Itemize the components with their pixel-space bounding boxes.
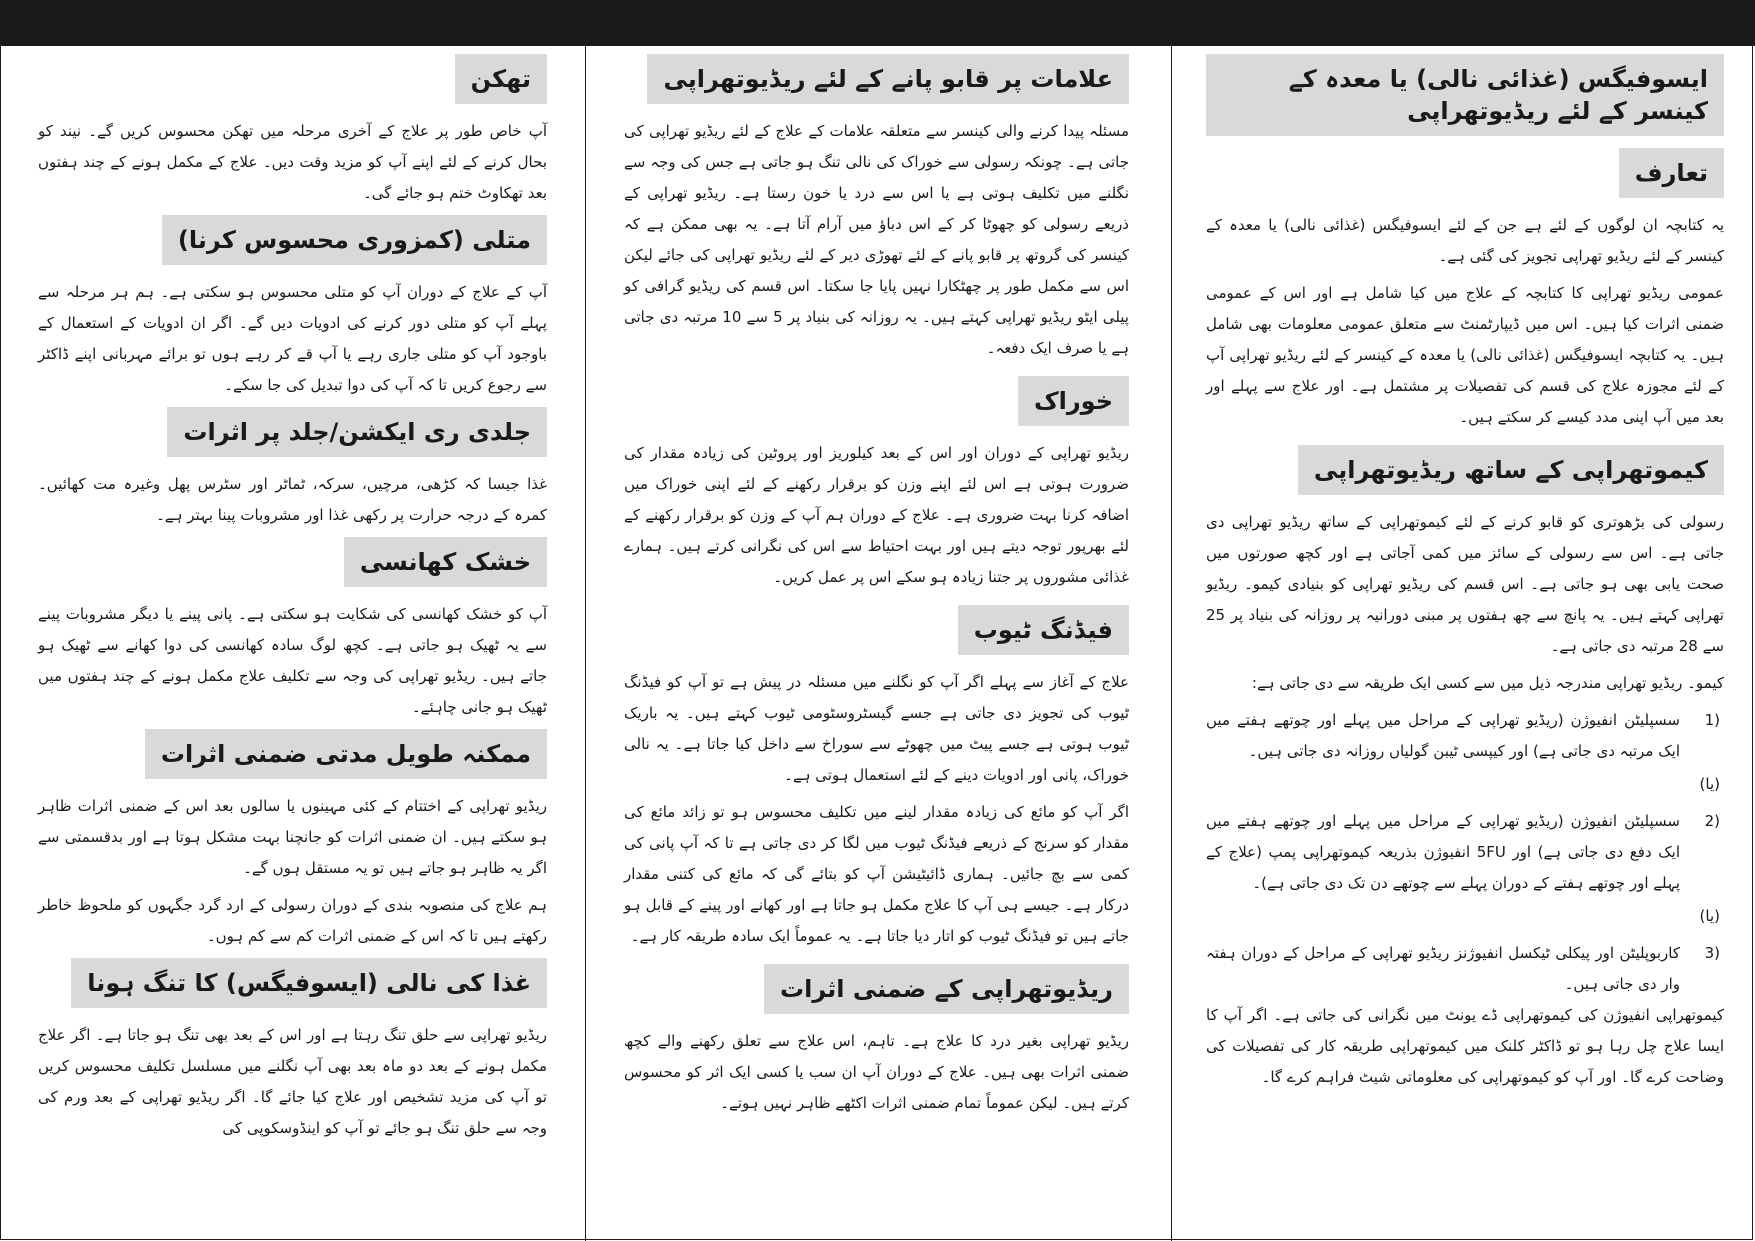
feeding-tube-paragraph-1: علاج کے آغاز سے پہلے اگر آپ کو نگلنے میں مسئلہ در پیش ہے تو آپ کو فیڈنگ ٹیوب کی تجویز دی جاتی ہے جسے گیسٹروسٹومی ٹیوب کہتے ہیں۔ یہ باریک ٹیوب ہوتی ہے جسے پیٹ میں چھوٹے سے سوراخ سے داخل کیا جاتا ہے۔ یہ نالی خوراک، پانی اور ادویات دینے کے لئے استعمال ہوتی ہے۔ xyxy=(624,673,1129,784)
side-effects-heading: ریڈیوتھراپی کے ضمنی اثرات xyxy=(764,964,1129,1014)
list-number: 3) xyxy=(1704,944,1720,962)
left-column xyxy=(0,46,585,1236)
list-number: 2) xyxy=(1704,812,1720,830)
top-black-bar xyxy=(0,0,1755,46)
side-effects-paragraph: ریڈیو تھراپی بغیر درد کا علاج ہے۔ تاہم، اس علاج سے تعلق رکھنے والے کچھ ضمنی اثرات بھی ہیں۔ علاج کے دوران آپ ان سب یا کسی ایک اثر کو محسوس کرتے ہیں۔ لیکن عموماً تمام ضمنی اثرات اکٹھے ظاہر نہیں ہوتے۔ xyxy=(624,1032,1129,1112)
list-text: سسپلیٹن انفیوژن (ریڈیو تھراپی کے مراحل میں پہلے اور چوتھے ہفتے میں ایک مرتبہ دی جاتی ہے) اور کیپسی ٹیبن گولیاں روزانہ دی جاتی ہیں۔ xyxy=(1206,711,1680,760)
main-title: ایسوفیگس (غذائی نالی) یا معدہ کے کینسر کے لئے ریڈیوتھراپی xyxy=(1206,54,1724,136)
feeding-tube-heading: فیڈنگ ٹیوب xyxy=(958,605,1129,655)
middle-column xyxy=(586,46,1171,1236)
chemo-paragraph-2: کیمو۔ ریڈیو تھراپی مندرجہ ذیل میں سے کسی ایک طریقہ سے دی جاتی ہے: xyxy=(1251,674,1724,692)
or-label: (یا) xyxy=(1699,907,1720,925)
symptoms-paragraph: مسئلہ پیدا کرنے والی کینسر سے متعلقہ علامات کے علاج کے لئے ریڈیو تھراپی کی جاتی ہے۔ چونکہ رسولی سے خوراک کی نالی تنگ ہو جاتی ہے جس کی وجہ سے نگلنے میں تکلیف ہوتی ہے یا اس سے درد یا خون رستا ہے۔ ریڈیو تھراپی کے ذریعے رسولی کو چھوٹا کر کے اس دباؤ میں آرام آتا ہے۔ یہ بھی ممکن ہے کہ کینسر کی گروتھ پر قابو پانے کے لئے تھوڑی دیر کے لئے ریڈیو تھراپی کی جائے لیکن اس سے مکمل طور پر چھٹکارا نہیں پایا جا سکتا۔ اس قسم کی ریڈیو گرافی کو پیلی ایٹو ریڈیو تھراپی کہتے ہیں۔ یہ روزانہ کی بنیاد پر 5 سے 10 مرتبہ دی جاتی ہے یا صرف ایک دفعہ۔ xyxy=(624,122,1129,357)
list-text: سسپلیٹن انفیوژن (ریڈیو تھراپی کے مراحل میں پہلے اور چوتھے ہفتے میں ایک دفع دی جاتی ہے) اور 5FU انفیوژن بذریعہ کیموتھراپی پمپ (علاج کے پہلے اور چوتھے ہفتے کے دوران پہلے سے چوتھے دن تک دی جاتی ہے)۔ xyxy=(1206,812,1680,892)
right-column xyxy=(1172,46,1754,1236)
long-term-paragraph-1: ریڈیو تھراپی کے اختتام کے کئی مہینوں یا سالوں بعد اس کے ضمنی اثرات ظاہر ہو سکتے ہیں۔ ان ضمنی اثرات کو جانچنا بہت مشکل ہوتا ہے اور بدقسمتی سے اگر یہ ظاہر ہو جاتے ہیں تو یہ مستقل ہوں گے۔ xyxy=(38,797,547,877)
list-text: کاربوپلیٹن اور پیکلی ٹیکسل انفیوژنز ریڈیو تھراپی کے مراحل کے دوران ہفتہ وار دی جاتی ہیں۔ xyxy=(1206,944,1680,993)
feeding-tube-paragraph-2: اگر آپ کو مائع کی زیادہ مقدار لینے میں تکلیف محسوس ہو تو زائد مائع کی مقدار کو سرنج کے ذریعے فیڈنگ ٹیوب میں لگا کر دی جاتی ہے تا کہ آپ پانی کی کمی سے بچ جائیں۔ ہماری ڈائیٹیشن آپ کو بتائے گی کہ مائع کی کتنی مقدار درکار ہے۔ جیسے ہی آپ کا علاج مکمل ہو جاتا ہے اور کھانے اور پینے کے قابل ہو جاتے ہیں تو فیڈنگ ٹیوب کو اتار دیا جاتا ہے۔ یہ عموماً ایک سادہ طریقہ کار ہے۔ xyxy=(624,803,1129,945)
intro-paragraph-1: یہ کتابچہ ان لوگوں کے لئے ہے جن کے لئے ایسوفیگس (غذائی نالی) یا معدہ کے کینسر کے لئے ریڈیو تھراپی تجویز کی گئی ہے۔ xyxy=(1206,216,1724,265)
or-label: (یا) xyxy=(1699,775,1720,793)
fatigue-paragraph: آپ خاص طور پر علاج کے آخری مرحلہ میں تھکن محسوس کریں گے۔ نیند کو بحال کرنے کے لئے اپنے آپ کو مزید وقت دیں۔ علاج کے مکمل ہونے کے چند ہفتوں بعد تھکاوٹ ختم ہو جائے گی۔ xyxy=(38,122,547,202)
list-item xyxy=(1206,938,1724,1000)
list-item xyxy=(1206,705,1724,767)
chemo-methods-list xyxy=(1206,705,1724,1000)
intro-paragraph-2: عمومی ریڈیو تھراپی کا کتابچہ کے علاج میں کیا شامل ہے اور اس کے عمومی ضمنی اثرات کیا ہیں۔ اس میں ڈیپارٹمنٹ سے متعلق عمومی معلومات بھی شامل ہیں۔ یہ کتابچہ ایسوفیگس (غذائی نالی) یا معدہ کے کینسر کے لئے ریڈیو تھراپی آپ کے لئے مجوزہ علاج کی قسم کی تفصیلات پر مشتمل ہے۔ اور علاج سے پہلے اور بعد میں آپ اپنی مدد کیسے کر سکتے ہیں۔ xyxy=(1206,284,1724,426)
chemo-paragraph-3: کیموتھراپی انفیوژن کی کیموتھراپی ڈے یونٹ میں نگرانی کی جاتی ہے۔ اگر آپ کا ایسا علاج چل رہا ہو تو ڈاکٹر کلنک میں کیموتھراپی طریقہ کار کی تفصیلات کی وضاحت کرے گا۔ اور آپ کو کیموتھراپی کی معلوماتی شیٹ فراہم کرے گا۔ xyxy=(1206,1006,1724,1086)
skin-reaction-paragraph: غذا جیسا کہ کڑھی، مرچیں، سرکہ، ٹماٹر اور سٹرس پھل وغیرہ مت کھائیں۔ کمرہ کے درجہ حرارت پر رکھی غذا اور مشروبات پینا بہتر ہے۔ xyxy=(38,475,547,524)
esophagus-narrowing-heading: غذا کی نالی (ایسوفیگس) کا تنگ ہونا xyxy=(71,958,547,1008)
list-number: 1) xyxy=(1704,711,1720,729)
long-term-paragraph-2: ہم علاج کی منصوبہ بندی کے دوران رسولی کے ارد گرد جگہوں کو ملحوظ خاطر رکھتے ہیں تا کہ اس کے ضمنی اثرات کم سے کم ہوں۔ xyxy=(38,896,547,945)
intro-heading: تعارف xyxy=(1619,148,1724,198)
list-item xyxy=(1206,806,1724,899)
chemo-radiotherapy-heading: کیموتھراپی کے ساتھ ریڈیوتھراپی xyxy=(1298,445,1724,495)
nausea-heading: متلی (کمزوری محسوس کرنا) xyxy=(162,215,547,265)
long-term-effects-heading: ممکنہ طویل مدتی ضمنی اثرات xyxy=(145,729,547,779)
nausea-paragraph: آپ کے علاج کے دوران آپ کو متلی محسوس ہو سکتی ہے۔ ہم ہر مرحلہ سے پہلے آپ کو متلی دور کرنے کی ادویات دیں گے۔ اگر ان ادویات کے استعمال کے باوجود آپ کو متلی جاری رہے یا آپ قے کر رہے ہوں تو برائے مہربانی اپنے ڈاکٹر سے رجوع کریں تا کہ آپ کی دوا تبدیل کی جا سکے۔ xyxy=(38,283,547,394)
diet-heading: خوراک xyxy=(1018,376,1129,426)
skin-reaction-heading: جلدی ری ایکشن/جلد پر اثرات xyxy=(167,407,547,457)
dry-cough-paragraph: آپ کو خشک کھانسی کی شکایت ہو سکتی ہے۔ پانی پینے یا دیگر مشروبات پینے سے یہ ٹھیک ہو جاتی ہے۔ کچھ لوگ سادہ کھانسی کی دوا کھانے سے ٹھیک ہو جاتے ہیں۔ ریڈیو تھراپی کی وجہ سے تکلیف علاج مکمل ہونے کے چند ہفتوں میں ٹھیک ہو جانی چاہئے۔ xyxy=(38,605,547,716)
symptoms-heading: علامات پر قابو پانے کے لئے ریڈیوتھراپی xyxy=(647,54,1129,104)
diet-paragraph: ریڈیو تھراپی کے دوران اور اس کے بعد کیلوریز اور پروٹین کی زیادہ مقدار کی ضرورت ہوتی ہے اس لئے اپنے وزن کو برقرار رکھنے کے لئے اپنی خوراک میں اضافہ کرنا بہت ضروری ہے۔ علاج کے دوران ہم آپ کے وزن کو برقرار رکھنے کے لئے بھرپور توجہ دیتے ہیں اور بہت احتیاط سے اس کی نگرانی کرتے ہیں۔ ہمارے غذائی مشوروں پر جتنا زیادہ ہو سکے اس پر عمل کریں۔ xyxy=(624,444,1129,586)
chemo-paragraph-1: رسولی کی بڑھوتری کو قابو کرنے کے لئے کیموتھراپی کے ساتھ ریڈیو تھراپی دی جاتی ہے۔ اس سے رسولی کے سائز میں کمی آجاتی ہے اور کچھ صورتوں میں صحت یابی بھی ہو جاتی ہے۔ اس قسم کی ریڈیو تھراپی کو بنیادی کیمو۔ ریڈیو تھراپی کہتے ہیں۔ یہ پانچ سے چھ ہفتوں پر مبنی دورانیہ پر روزانہ کی بنیاد پر 25 سے 28 مرتبہ دی جاتی ہے۔ xyxy=(1206,513,1724,655)
dry-cough-heading: خشک کھانسی xyxy=(344,537,547,587)
esophagus-narrowing-paragraph: ریڈیو تھراپی سے حلق تنگ رہتا ہے اور اس کے بعد بھی تنگ ہو جاتا ہے۔ اگر علاج مکمل ہونے کے بعد دو ماہ بعد بھی آپ نگلنے میں مسلسل تکلیف محسوس کریں تو آپ کی مزید تشخیص اور علاج کیا جائے گا۔ اگر ریڈیو تھراپی کے بعد ورم کی وجہ سے حلق تنگ ہو جائے تو آپ کو اینڈوسکوپی کی xyxy=(38,1026,547,1137)
fatigue-heading: تھکن xyxy=(455,54,547,104)
